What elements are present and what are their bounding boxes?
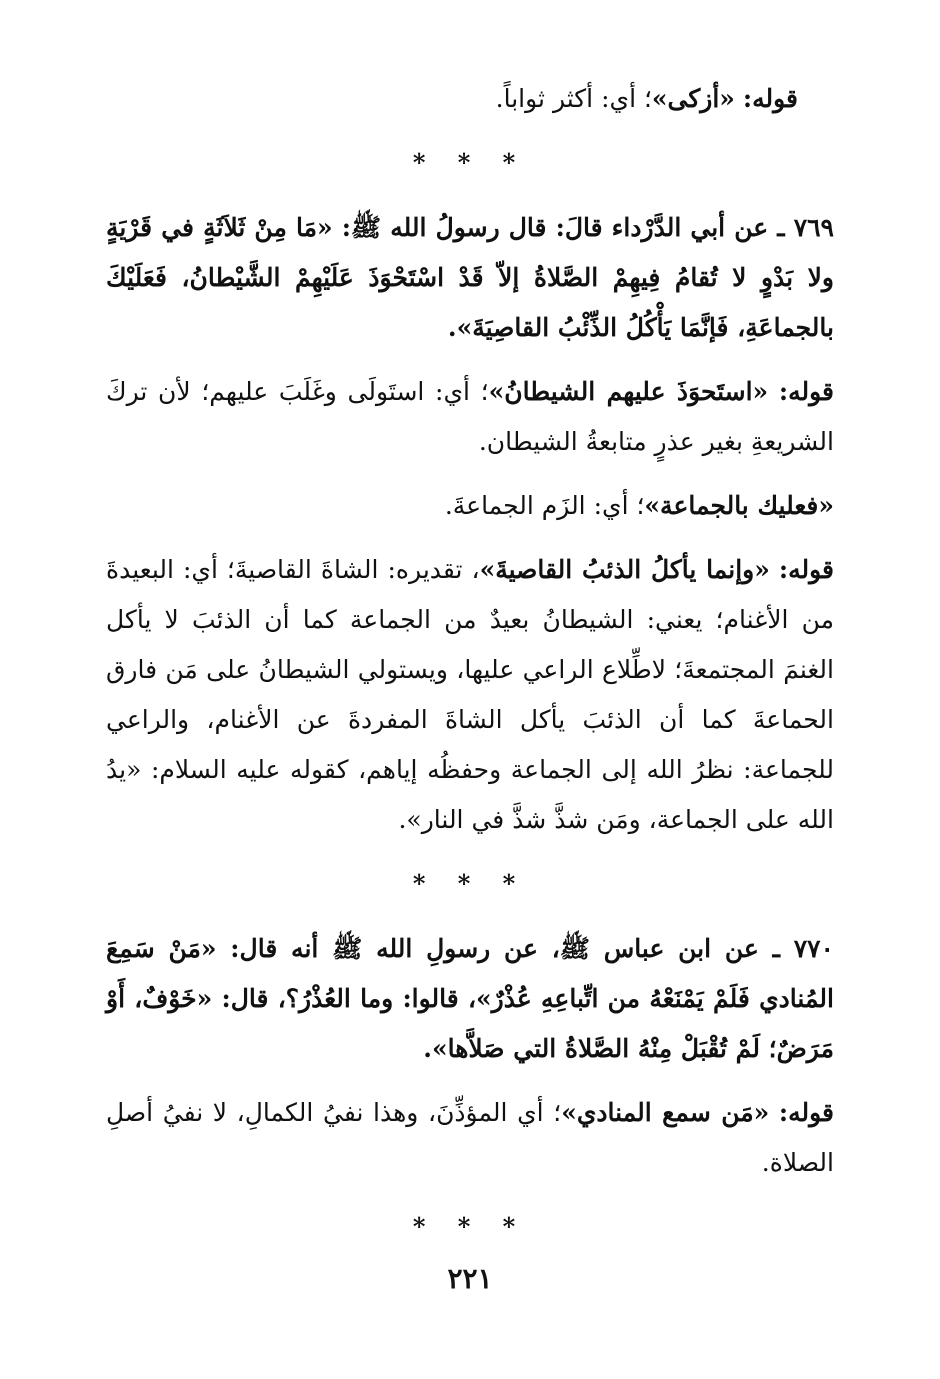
quoted-term: «وإنما يأكلُ الذئبُ القاصيةَ» [479,555,770,584]
paragraph-lead: قوله: [778,1098,835,1127]
quoted-term: «مَن سمع المنادي» [561,1098,770,1127]
explanation-text: ؛ أي: الزَم الجماعةَ. [444,491,645,520]
paragraph-azka [106,74,798,124]
hadith-number: ٧٦٩ ـ [777,213,834,242]
paragraph-lead: قوله: [778,555,834,584]
commentary-jamaa [106,481,834,531]
commentary-istahwadha [106,367,834,467]
explanation-text: ، تقديره: الشاةَ القاصيةَ؛ أي: البعيدةَ من الأغنام؛ يعني: الشيطانُ بعيدٌ من الجماعة كما أن الذئبَ لا يأكل الغنمَ المجتمعةَ؛ لاطِّلاع الراعي عليها، ويستولي الشيطانُ على مَن فارق الحماعةَ كما أن الذئبَ يأكل الشاةَ المفردةَ عن الأغنام، والراعي للجماعة: نظرُ الله إلى الجماعة وحفظُه إياهم، كقوله عليه السلام: «يدُ الله على الجماعة، ومَن شذَّ شذَّ في النار». [106,555,834,834]
paragraph-lead: قوله: [778,377,835,406]
commentary-munadi [106,1088,834,1188]
quoted-term: «استَحوَذَ عليهم الشيطانُ» [488,377,769,406]
page-number: ٢٢١ [447,1262,493,1295]
hadith-770 [106,924,834,1074]
section-separator: * * * [412,869,528,898]
explanation-text: ؛ أي: أكثر ثواباً. [495,84,652,113]
section-separator: * * * [412,148,528,177]
explanation-text: ؛ أي المؤذِّنَ، وهذا نفيُ الكمالِ، لا نفيُ أصلِ الصلاة. [106,1098,834,1177]
commentary-qasiya [106,545,834,845]
paragraph-lead: قوله: [742,84,798,113]
hadith-text: عن أبي الدَّرْداء قالَ: قال رسولُ الله ﷺ: «مَا مِنْ ثَلاَثَةٍ في قَرْيَةٍ ولا بَدْوٍ لا تُقامُ فِيهِمْ الصَّلاةُ إلاّ قَدْ اسْتَحْوَذَ عَلَيْهِمْ الشَّيْطانُ، فَعَلَيْكَ بالجماعَةِ، فَإنَّمَا يَأْكُلُ الذِّئْبُ القاصِيَةَ». [106,213,834,342]
hadith-number: ٧٧٠ ـ [772,934,834,963]
quoted-term: «فعليك بالجماعة» [644,491,834,520]
hadith-text: عن ابن عباس ﷺ، عن رسولِ الله ﷺ أنه قال: «مَنْ سَمِعَ المُنادي فَلَمْ يَمْنَعْهُ من اتِّباعِهِ عُذْرٌ»، قالوا: وما العُذْرُ؟، قال: «خَوْفٌ، أَوْ مَرَضٌ؛ لَمْ تُقْبَلْ مِنْهُ الصَّلاةُ التي صَلاَّها». [106,934,834,1063]
explanation-text: ؛ أي: استَولَى وغَلَبَ عليهم؛ لأن تركَ الشريعةِ بغير عذرٍ متابعةُ الشيطان. [106,377,834,456]
hadith-769 [106,203,834,353]
quoted-term: «أزكى» [651,84,735,113]
section-separator: * * * [412,1212,528,1241]
